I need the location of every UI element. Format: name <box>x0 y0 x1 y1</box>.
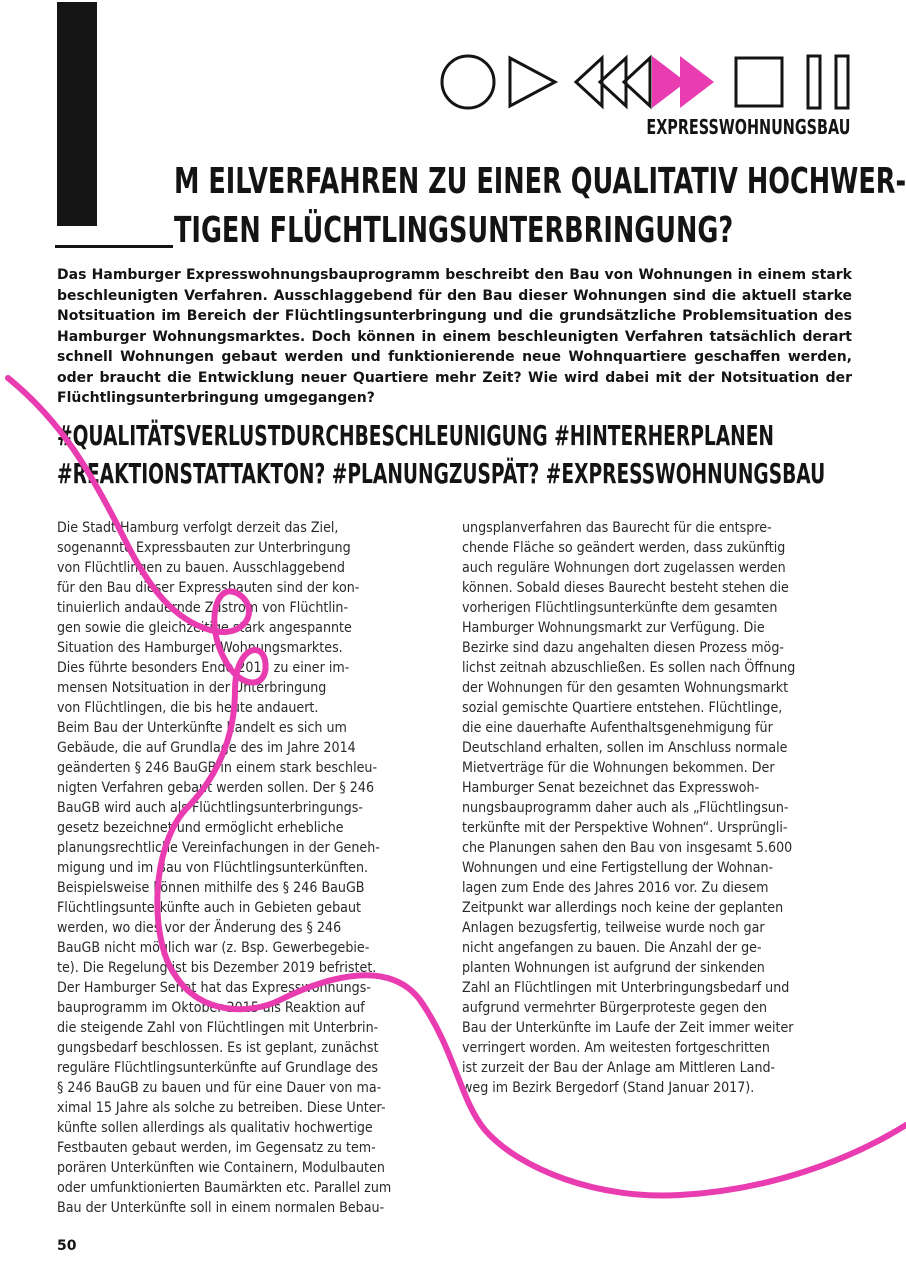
body-column-left: Die Stadt Hamburg verfolgt derzeit das Ziel, sogenannte Expressbauten zur Unterbringung von Flüchtlingen zu bauen. Ausschlaggebend für den Bau dieser Expressbauten sind der kon- tinuierlich andauernde Zustrom von Flüchtlin- gen sowie die gleichzeitige stark angespannte Situation des Hamburger Wohnungsmarktes. Dies führte besonders Ende 2015 zu einer im- mensen Notsituation in der Unterbringung von Flüchtlingen, die bis heute andauert. Beim Bau der Unterkünfte handelt es sich um Gebäude, die auf Grundlage des im Jahre 2014 geänderten § 246 BauGB in einem stark beschleu- nigten Verfahren gebaut werden sollen. Der § 246 BauGB wird auch als Flüchtlingsunterbringungs- gesetz bezeichnet und ermöglicht erhebliche planungsrechtliche Vereinfachungen in der Geneh- migung und im Bau von Flüchtlingsunterkünften. Beispielsweise können mithilfe des § 246 BauGB Flüchtlingsunterkünfte auch in Gebieten gebaut werden, wo dies vor der Änderung des § 246 BauGB nicht möglich war (z. Bsp. Gewerbegebie- te). Die Regelung ist bis Dezember 2019 befristet. Der Hamburger Senat hat das Expresswohnungs- bauprogramm im Oktober 2015 als Reaktion auf die steigende Zahl von Flüchtlingen mit Unterbrin- gungsbedarf beschlossen. Es ist geplant, zunächst reguläre Flüchtlingsunterkünfte auf Grundlage des § 246 BauGB zu bauen und für eine Dauer von ma- ximal 15 Jahre als solche zu betreiben. Diese Unter- künfte sollen allerdings als qualitativ hochwertige Festbauten gebaut werden, im Gegensatz zu tem- porären Unterkünften wie Containern, Modulbauten oder umfunktionierten Baumärkten etc. Parallel zum Bau der Unterkünfte soll in einem normalen Bebau- <box>57 520 392 1216</box>
hashtag-line-1: #QUALITÄTSVERLUSTDURCHBESCHLEUNIGUNG #HINTERHERPLANEN <box>57 419 775 452</box>
page-number: 50 <box>57 1238 77 1254</box>
lead-paragraph: Das Hamburger Expresswohnungsbauprogramm beschreibt den Bau von Wohnungen in einem stark beschleunigten Verfahren. Ausschlaggebend für den Bau dieser Wohnungen sind die aktuell starke Notsituation im Bereich der Flüchtlingsunterbringung und die grundsätzliche Problemsituation des Hamburger Wohnungsmarktes. Doch können in einem beschleunigten Verfahren tatsächlich derart schnell Wohnungen gebaut werden und funktionierende neue Wohnquartiere geschaffen werden, oder braucht die Entwicklung neuer Quartiere mehr Zeit? Wie wird dabei mit der Notsituation der Flüchtlingsunterbringung umgegangen? <box>57 267 852 406</box>
play-icon <box>510 58 555 106</box>
rewind-icon <box>576 58 650 106</box>
section-label: EXPRESSWOHNUNGSBAU <box>645 115 850 139</box>
stop-icon <box>736 58 782 106</box>
body-column-right: ungsplanverfahren das Baurecht für die entspre- chende Fläche so geändert werden, dass zukünftig auch reguläre Wohnungen dort zugelassen werden können. Sobald dieses Baurecht besteht stehen die vorherigen Flüchtlingsunterkünfte dem gesamten Hamburger Wohnungsmarkt zur Verfügung. Die Bezirke sind dazu angehalten diesen Prozess mög- lichst zeitnah abzuschließen. Es sollen nach Öffnung der Wohnungen für den gesamten Wohnungsmarkt sozial gemischte Quartiere entstehen. Flüchtlinge, die eine dauerhafte Aufenthaltsgenehmigung für Deutschland erhalten, sollen im Anschluss normale Mietverträge für die Wohnungen bekommen. Der Hamburger Senat bezeichnet das Expresswoh- nungsbauprogramm daher auch als „Flüchtlingsun- terkünfte mit der Perspektive Wohnen“. Ursprüngli- che Planungen sahen den Bau von insgesamt 5.600 Wohnungen und eine Fertigstellung der Wohnan- lagen zum Ende des Jahres 2016 vor. Zu diesem Zeitpunkt war allerdings noch keine der geplanten Anlagen bezugsfertig, teilweise wurde noch gar nicht angefangen zu bauen. Die Anzahl der ge- planten Wohnungen ist aufgrund der sinkenden Zahl an Flüchtlingen mit Unterbringungsbedarf und aufgrund vermehrter Bürgerproteste gegen den Bau der Unterkünfte im Laufe der Zeit immer weiter verringert worden. Am weitesten fortgeschritten ist zurzeit der Bau der Anlage am Mittleren Land- weg im Bezirk Bergedorf (Stand Januar 2017). <box>462 520 796 1096</box>
page-title-line-2: TIGEN FLÜCHTLINGSUNTERBRINGUNG? <box>174 210 734 251</box>
fast-forward-icon <box>652 56 714 108</box>
hashtag-line-2: #REAKTIONSTATTAKTON? #PLANUNGZUSPÄT? #EXPRESSWOHNUNGSBAU <box>57 457 826 490</box>
title-underline <box>55 245 173 248</box>
initial-letter-i <box>57 2 97 226</box>
page-title-line-1: M EILVERFAHREN ZU EINER QUALITATIV HOCHWER- <box>174 161 906 202</box>
circle-icon <box>442 56 494 108</box>
media-control-icons <box>440 52 860 116</box>
pause-icon <box>808 56 848 108</box>
